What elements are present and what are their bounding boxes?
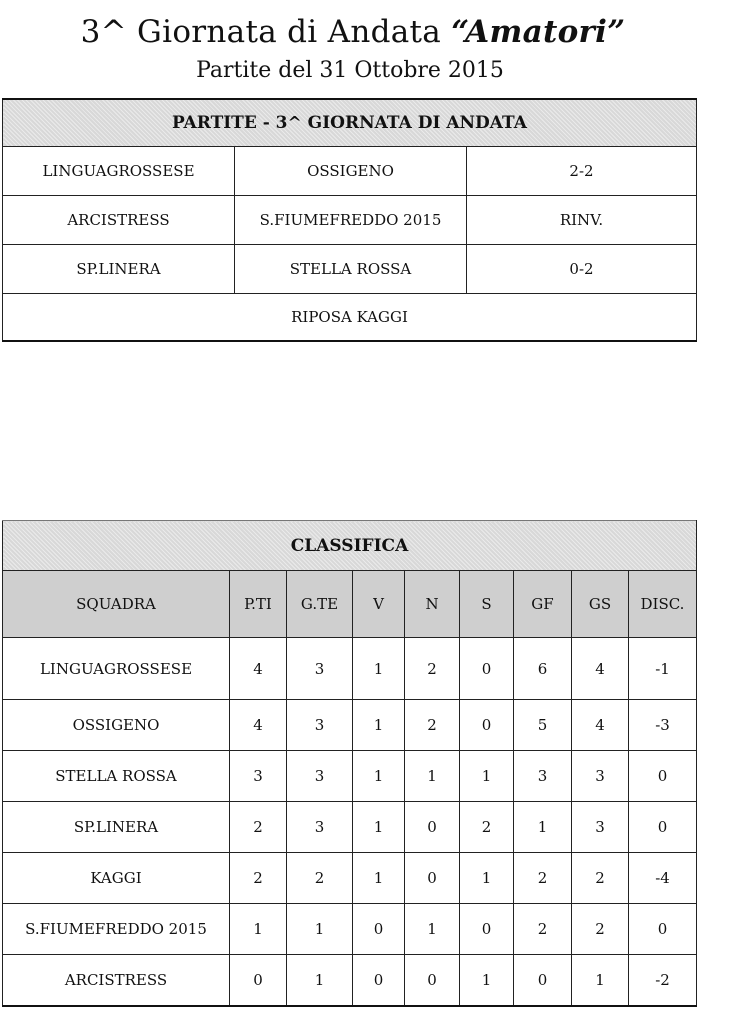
matches-heading: PARTITE - 3^ GIORNATA DI ANDATA xyxy=(3,99,697,147)
standings-points: 2 xyxy=(230,853,287,904)
standings-team-name: OSSIGENO xyxy=(3,700,230,751)
standings-goals-for: 2 xyxy=(514,853,572,904)
standings-draws: 0 xyxy=(405,955,460,1007)
standings-losses: 1 xyxy=(460,853,514,904)
standings-draws: 2 xyxy=(405,700,460,751)
standings-goals-against: 2 xyxy=(572,853,629,904)
standings-wins: 1 xyxy=(353,700,405,751)
standings-goals-for: 2 xyxy=(514,904,572,955)
standings-team-name: STELLA ROSSA xyxy=(3,751,230,802)
standings-played: 3 xyxy=(287,700,353,751)
standings-team-name: KAGGI xyxy=(3,853,230,904)
match-home-team: ARCISTRESS xyxy=(3,196,235,245)
standings-draws: 2 xyxy=(405,638,460,700)
standings-row xyxy=(3,955,697,1007)
match-row xyxy=(3,245,697,294)
standings-points: 2 xyxy=(230,802,287,853)
standings-goals-for: 3 xyxy=(514,751,572,802)
col-header-team: SQUADRA xyxy=(3,571,230,638)
col-header-discipline: DISC. xyxy=(629,571,697,638)
standings-goals-against: 3 xyxy=(572,751,629,802)
standings-losses: 1 xyxy=(460,955,514,1007)
standings-discipline: -4 xyxy=(629,853,697,904)
standings-wins: 1 xyxy=(353,638,405,700)
standings-goals-against: 4 xyxy=(572,638,629,700)
standings-discipline: -3 xyxy=(629,700,697,751)
match-row xyxy=(3,196,697,245)
standings-row xyxy=(3,638,697,700)
standings-heading: CLASSIFICA xyxy=(3,521,697,571)
standings-losses: 1 xyxy=(460,751,514,802)
standings-team-name: ARCISTRESS xyxy=(3,955,230,1007)
title-prefix: 3^ Giornata di Andata xyxy=(80,14,442,50)
standings-goals-against: 3 xyxy=(572,802,629,853)
standings-row xyxy=(3,853,697,904)
standings-wins: 1 xyxy=(353,853,405,904)
matches-table xyxy=(2,98,697,342)
col-header-losses: S xyxy=(460,571,514,638)
col-header-played: G.TE xyxy=(287,571,353,638)
standings-team-name: S.FIUMEFREDDO 2015 xyxy=(3,904,230,955)
standings-draws: 1 xyxy=(405,904,460,955)
standings-discipline: -2 xyxy=(629,955,697,1007)
standings-column-headers xyxy=(3,571,697,638)
page-subtitle: Partite del 31 Ottobre 2015 xyxy=(196,58,504,83)
match-row xyxy=(3,147,697,196)
standings-points: 4 xyxy=(230,638,287,700)
match-away-team: OSSIGENO xyxy=(235,147,467,196)
match-result: RINV. xyxy=(467,196,697,245)
col-header-goals-against: GS xyxy=(572,571,629,638)
col-header-points: P.TI xyxy=(230,571,287,638)
standings-points: 0 xyxy=(230,955,287,1007)
standings-discipline: 0 xyxy=(629,904,697,955)
standings-losses: 2 xyxy=(460,802,514,853)
standings-draws: 0 xyxy=(405,802,460,853)
standings-draws: 0 xyxy=(405,853,460,904)
standings-played: 3 xyxy=(287,802,353,853)
standings-wins: 1 xyxy=(353,751,405,802)
rest-note: RIPOSA KAGGI xyxy=(3,294,697,342)
standings-discipline: 0 xyxy=(629,751,697,802)
page-title xyxy=(0,14,706,50)
standings-team-name: SP.LINERA xyxy=(3,802,230,853)
col-header-wins: V xyxy=(353,571,405,638)
standings-row xyxy=(3,700,697,751)
match-away-team: S.FIUMEFREDDO 2015 xyxy=(235,196,467,245)
standings-played: 3 xyxy=(287,751,353,802)
match-away-team: STELLA ROSSA xyxy=(235,245,467,294)
col-header-draws: N xyxy=(405,571,460,638)
standings-goals-for: 0 xyxy=(514,955,572,1007)
standings-draws: 1 xyxy=(405,751,460,802)
standings-discipline: 0 xyxy=(629,802,697,853)
title-category: “Amatori” xyxy=(451,14,626,50)
standings-wins: 1 xyxy=(353,802,405,853)
standings-played: 1 xyxy=(287,955,353,1007)
standings-discipline: -1 xyxy=(629,638,697,700)
standings-goals-for: 5 xyxy=(514,700,572,751)
standings-wins: 0 xyxy=(353,904,405,955)
standings-played: 1 xyxy=(287,904,353,955)
standings-played: 2 xyxy=(287,853,353,904)
standings-row xyxy=(3,904,697,955)
standings-points: 1 xyxy=(230,904,287,955)
standings-team-name: LINGUAGROSSESE xyxy=(3,638,230,700)
standings-points: 3 xyxy=(230,751,287,802)
standings-goals-against: 4 xyxy=(572,700,629,751)
match-home-team: LINGUAGROSSESE xyxy=(3,147,235,196)
standings-wins: 0 xyxy=(353,955,405,1007)
col-header-goals-for: GF xyxy=(514,571,572,638)
standings-goals-for: 6 xyxy=(514,638,572,700)
standings-played: 3 xyxy=(287,638,353,700)
standings-losses: 0 xyxy=(460,700,514,751)
standings-goals-against: 1 xyxy=(572,955,629,1007)
match-home-team: SP.LINERA xyxy=(3,245,235,294)
standings-goals-for: 1 xyxy=(514,802,572,853)
match-result: 2-2 xyxy=(467,147,697,196)
standings-losses: 0 xyxy=(460,904,514,955)
standings-goals-against: 2 xyxy=(572,904,629,955)
standings-row xyxy=(3,802,697,853)
standings-points: 4 xyxy=(230,700,287,751)
standings-row xyxy=(3,751,697,802)
match-result: 0-2 xyxy=(467,245,697,294)
standings-losses: 0 xyxy=(460,638,514,700)
standings-table xyxy=(2,520,697,1007)
